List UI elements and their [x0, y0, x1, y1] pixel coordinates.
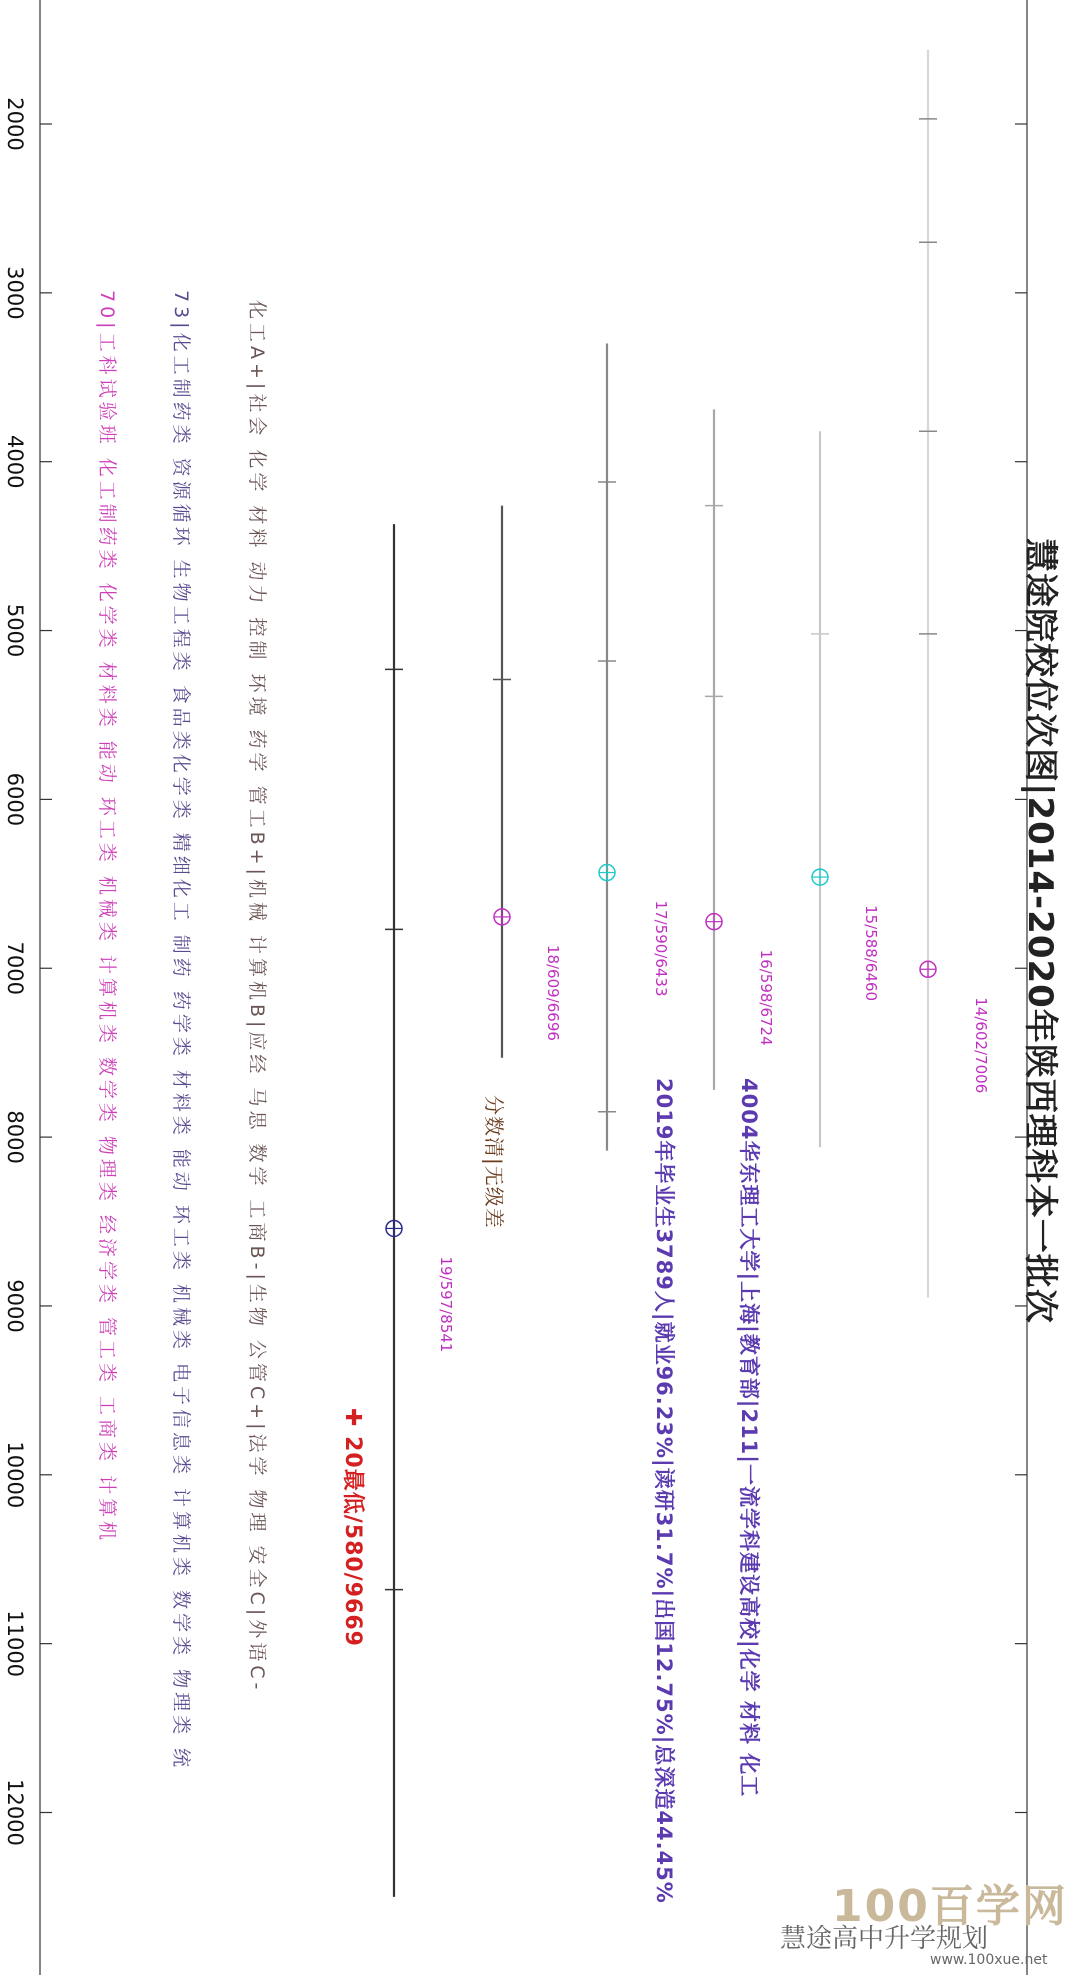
point-label: 17/590/6433 — [652, 900, 670, 997]
lowest-label: 20最低/580/9669 — [340, 1436, 365, 1647]
series-17 — [598, 344, 670, 1151]
score-note: 分数清|无级差 — [482, 1095, 506, 1229]
series-layer — [385, 50, 990, 1897]
point-label: 18/609/6696 — [544, 944, 562, 1041]
majors-line-70: 70|工科试验班 化工制药类 化学类 材料类 能动 环工类 机械类 计算机类 数学类 物理类 经济学类 管工类 工商类 计算机 — [96, 290, 118, 1545]
wechat-account-name: 慧途高中升学规划 — [780, 1924, 989, 1954]
site-url: www.100xue.net — [930, 1952, 1048, 1968]
plus-icon: ✚ — [340, 1408, 365, 1428]
series-14 — [919, 50, 990, 1298]
series-16 — [705, 409, 775, 1089]
axis-tick-label: 4000 — [3, 434, 27, 489]
axis-tick-label: 7000 — [3, 941, 27, 995]
site-logo: 100百学网 — [832, 1881, 1068, 1932]
point-label: 19/597/8541 — [437, 1256, 455, 1353]
axis-tick-label: 5000 — [3, 603, 27, 658]
axis-tick-label: 6000 — [3, 772, 27, 827]
lowest-2020 — [339, 1408, 370, 1647]
axis-tick-label: 8000 — [3, 1110, 27, 1164]
series-18 — [493, 506, 562, 1058]
point-label: 14/602/7006 — [972, 997, 990, 1094]
axis-tick-label: 3000 — [3, 266, 27, 320]
subject-ratings: 化工A+|社会 化学 材料 动力 控制 环境 药学 管工B+|机械 计算机B|应经 马思 数学 工商B-|生物 公管C+|法学 物理 安全C|外语C- — [246, 300, 268, 1694]
chart-title: 慧途院校位次图|2014-2020年陕西理科本一批次 — [1020, 538, 1060, 1324]
axis-tick-label: 9000 — [3, 1279, 27, 1333]
point-label: 16/598/6724 — [757, 949, 775, 1046]
axis-tick-label: 2000 — [3, 97, 27, 151]
axis-tick-label: 11000 — [3, 1610, 27, 1678]
axis-tick-label: 10000 — [3, 1441, 27, 1509]
graduate-stats: 2019年毕业生3789人|就业96.23%|读研31.7%|出国12.75%|总深造44.45% — [652, 1078, 676, 1904]
series-19 — [385, 524, 455, 1897]
axis-tick-label: 12000 — [3, 1779, 27, 1846]
majors-line-73: 73|化工制药类 资源循环 生物工程类 食品类化学类 精细化工 制药 药学类 材料类 能动 环工类 机械类 电子信息类 计算机类 数学类 物理类 统 — [170, 290, 192, 1772]
university-info: 4004华东理工大学|上海|教育部|211|一流学科建设高校|化学 材料 化工 — [737, 1078, 761, 1798]
point-label: 15/588/6460 — [862, 905, 880, 1002]
series-15 — [811, 431, 880, 1147]
